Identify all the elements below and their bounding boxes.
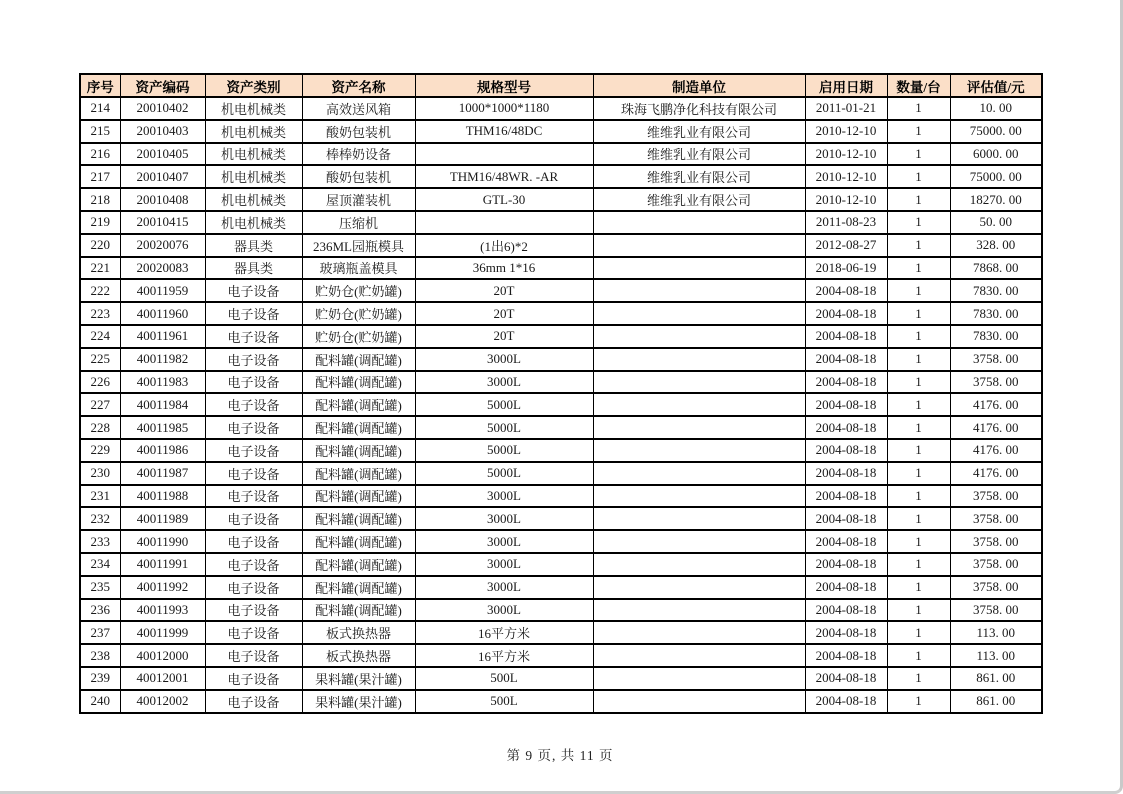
cell-asset-category: 电子设备 [205, 690, 302, 713]
cell-assessed-value: 3758. 00 [950, 507, 1042, 530]
column-header-spec-model: 规格型号 [415, 74, 593, 97]
cell-asset-code: 40011985 [120, 416, 205, 439]
cell-index: 218 [80, 188, 120, 211]
cell-index: 222 [80, 279, 120, 302]
cell-asset-category: 电子设备 [205, 507, 302, 530]
cell-manufacturer [593, 279, 805, 302]
cell-asset-category: 机电机械类 [205, 97, 302, 120]
cell-asset-name: 配料罐(调配罐) [302, 553, 415, 576]
cell-assessed-value: 4176. 00 [950, 439, 1042, 462]
cell-asset-name: 屋顶灌装机 [302, 188, 415, 211]
cell-asset-name: 236ML园瓶模具 [302, 234, 415, 257]
cell-asset-name: 压缩机 [302, 211, 415, 234]
cell-start-date: 2004-08-18 [805, 667, 887, 690]
cell-spec-model: 20T [415, 325, 593, 348]
cell-start-date: 2004-08-18 [805, 371, 887, 394]
cell-asset-code: 40011989 [120, 507, 205, 530]
cell-index: 240 [80, 690, 120, 713]
cell-asset-category: 电子设备 [205, 439, 302, 462]
cell-asset-name: 贮奶仓(贮奶罐) [302, 302, 415, 325]
cell-start-date: 2004-08-18 [805, 690, 887, 713]
cell-quantity: 1 [887, 143, 950, 166]
cell-asset-category: 电子设备 [205, 302, 302, 325]
cell-start-date: 2004-08-18 [805, 576, 887, 599]
cell-manufacturer [593, 393, 805, 416]
table-row [80, 621, 1042, 644]
cell-asset-category: 电子设备 [205, 599, 302, 622]
cell-quantity: 1 [887, 621, 950, 644]
cell-spec-model: THM16/48DC [415, 120, 593, 143]
cell-start-date: 2010-12-10 [805, 165, 887, 188]
cell-manufacturer [593, 325, 805, 348]
cell-assessed-value: 3758. 00 [950, 576, 1042, 599]
cell-asset-category: 电子设备 [205, 325, 302, 348]
column-header-asset-category: 资产类别 [205, 74, 302, 97]
cell-assessed-value: 3758. 00 [950, 485, 1042, 508]
cell-manufacturer: 维维乳业有限公司 [593, 143, 805, 166]
cell-assessed-value: 3758. 00 [950, 599, 1042, 622]
cell-quantity: 1 [887, 348, 950, 371]
cell-asset-code: 20010407 [120, 165, 205, 188]
cell-asset-name: 配料罐(调配罐) [302, 507, 415, 530]
cell-start-date: 2004-08-18 [805, 599, 887, 622]
cell-spec-model: 5000L [415, 462, 593, 485]
column-header-assessed-value: 评估值/元 [950, 74, 1042, 97]
cell-manufacturer [593, 416, 805, 439]
cell-quantity: 1 [887, 599, 950, 622]
cell-spec-model: 3000L [415, 576, 593, 599]
table-row [80, 120, 1042, 143]
cell-asset-category: 电子设备 [205, 621, 302, 644]
cell-assessed-value: 113. 00 [950, 644, 1042, 667]
table-row [80, 599, 1042, 622]
cell-index: 216 [80, 143, 120, 166]
table-row [80, 325, 1042, 348]
cell-asset-category: 机电机械类 [205, 188, 302, 211]
table-row [80, 416, 1042, 439]
cell-start-date: 2004-08-18 [805, 302, 887, 325]
table-row [80, 530, 1042, 553]
cell-quantity: 1 [887, 279, 950, 302]
cell-asset-code: 40011991 [120, 553, 205, 576]
cell-assessed-value: 861. 00 [950, 667, 1042, 690]
cell-asset-code: 40011988 [120, 485, 205, 508]
cell-assessed-value: 7868. 00 [950, 257, 1042, 280]
cell-manufacturer [593, 621, 805, 644]
table-row [80, 576, 1042, 599]
table-body [80, 97, 1042, 713]
table-row [80, 302, 1042, 325]
cell-quantity: 1 [887, 576, 950, 599]
cell-asset-code: 40011959 [120, 279, 205, 302]
cell-quantity: 1 [887, 257, 950, 280]
cell-index: 224 [80, 325, 120, 348]
cell-asset-code: 20010408 [120, 188, 205, 211]
cell-spec-model: 20T [415, 302, 593, 325]
cell-assessed-value: 75000. 00 [950, 120, 1042, 143]
cell-asset-code: 40011983 [120, 371, 205, 394]
cell-manufacturer [593, 599, 805, 622]
cell-index: 237 [80, 621, 120, 644]
cell-asset-name: 配料罐(调配罐) [302, 530, 415, 553]
cell-assessed-value: 18270. 00 [950, 188, 1042, 211]
cell-quantity: 1 [887, 439, 950, 462]
cell-asset-name: 配料罐(调配罐) [302, 439, 415, 462]
cell-start-date: 2004-08-18 [805, 393, 887, 416]
cell-manufacturer [593, 576, 805, 599]
cell-asset-code: 20020083 [120, 257, 205, 280]
cell-manufacturer [593, 462, 805, 485]
cell-start-date: 2018-06-19 [805, 257, 887, 280]
cell-quantity: 1 [887, 211, 950, 234]
cell-asset-name: 高效送风箱 [302, 97, 415, 120]
cell-index: 238 [80, 644, 120, 667]
cell-asset-name: 棒棒奶设备 [302, 143, 415, 166]
cell-assessed-value: 7830. 00 [950, 279, 1042, 302]
cell-quantity: 1 [887, 97, 950, 120]
cell-asset-code: 20020076 [120, 234, 205, 257]
cell-asset-code: 40011984 [120, 393, 205, 416]
table-row [80, 211, 1042, 234]
cell-manufacturer [593, 507, 805, 530]
cell-asset-name: 配料罐(调配罐) [302, 348, 415, 371]
cell-asset-code: 20010405 [120, 143, 205, 166]
cell-asset-name: 玻璃瓶盖模具 [302, 257, 415, 280]
cell-start-date: 2004-08-18 [805, 530, 887, 553]
cell-manufacturer [593, 553, 805, 576]
cell-start-date: 2010-12-10 [805, 120, 887, 143]
cell-asset-code: 40012001 [120, 667, 205, 690]
cell-assessed-value: 3758. 00 [950, 530, 1042, 553]
cell-index: 221 [80, 257, 120, 280]
column-header-quantity: 数量/台 [887, 74, 950, 97]
cell-assessed-value: 861. 00 [950, 690, 1042, 713]
cell-start-date: 2004-08-18 [805, 279, 887, 302]
cell-quantity: 1 [887, 485, 950, 508]
cell-asset-code: 20010403 [120, 120, 205, 143]
cell-manufacturer [593, 690, 805, 713]
cell-asset-category: 器具类 [205, 257, 302, 280]
cell-asset-code: 40011992 [120, 576, 205, 599]
column-header-asset-name: 资产名称 [302, 74, 415, 97]
cell-manufacturer [593, 644, 805, 667]
cell-assessed-value: 3758. 00 [950, 371, 1042, 394]
cell-quantity: 1 [887, 644, 950, 667]
cell-manufacturer [593, 667, 805, 690]
cell-index: 215 [80, 120, 120, 143]
cell-start-date: 2004-08-18 [805, 439, 887, 462]
cell-assessed-value: 4176. 00 [950, 462, 1042, 485]
cell-asset-name: 配料罐(调配罐) [302, 576, 415, 599]
cell-asset-category: 电子设备 [205, 553, 302, 576]
cell-assessed-value: 7830. 00 [950, 325, 1042, 348]
cell-index: 214 [80, 97, 120, 120]
cell-assessed-value: 75000. 00 [950, 165, 1042, 188]
cell-spec-model: 16平方米 [415, 644, 593, 667]
cell-assessed-value: 6000. 00 [950, 143, 1042, 166]
cell-index: 234 [80, 553, 120, 576]
column-header-manufacturer: 制造单位 [593, 74, 805, 97]
cell-spec-model: THM16/48WR. -AR [415, 165, 593, 188]
cell-quantity: 1 [887, 416, 950, 439]
cell-asset-code: 40011990 [120, 530, 205, 553]
cell-index: 227 [80, 393, 120, 416]
column-header-asset-code: 资产编码 [120, 74, 205, 97]
cell-assessed-value: 4176. 00 [950, 416, 1042, 439]
table-row [80, 348, 1042, 371]
cell-spec-model: 3000L [415, 507, 593, 530]
cell-asset-name: 配料罐(调配罐) [302, 462, 415, 485]
cell-index: 219 [80, 211, 120, 234]
cell-assessed-value: 7830. 00 [950, 302, 1042, 325]
cell-spec-model: 1000*1000*1180 [415, 97, 593, 120]
cell-quantity: 1 [887, 188, 950, 211]
table-row [80, 234, 1042, 257]
cell-quantity: 1 [887, 553, 950, 576]
cell-assessed-value: 10. 00 [950, 97, 1042, 120]
cell-asset-code: 40011987 [120, 462, 205, 485]
cell-start-date: 2010-12-10 [805, 188, 887, 211]
cell-spec-model: 16平方米 [415, 621, 593, 644]
cell-assessed-value: 328. 00 [950, 234, 1042, 257]
cell-index: 230 [80, 462, 120, 485]
cell-start-date: 2010-12-10 [805, 143, 887, 166]
cell-index: 235 [80, 576, 120, 599]
cell-spec-model: 3000L [415, 530, 593, 553]
asset-table [79, 73, 1043, 714]
table-row [80, 188, 1042, 211]
cell-asset-code: 40011960 [120, 302, 205, 325]
cell-start-date: 2011-01-21 [805, 97, 887, 120]
cell-quantity: 1 [887, 690, 950, 713]
cell-quantity: 1 [887, 393, 950, 416]
cell-asset-code: 40012002 [120, 690, 205, 713]
cell-assessed-value: 113. 00 [950, 621, 1042, 644]
cell-asset-category: 电子设备 [205, 393, 302, 416]
cell-manufacturer [593, 302, 805, 325]
cell-manufacturer: 维维乳业有限公司 [593, 120, 805, 143]
column-header-index: 序号 [80, 74, 120, 97]
table-row [80, 667, 1042, 690]
cell-asset-code: 40011986 [120, 439, 205, 462]
cell-spec-model [415, 143, 593, 166]
table-row [80, 553, 1042, 576]
cell-spec-model: 3000L [415, 348, 593, 371]
cell-asset-category: 机电机械类 [205, 211, 302, 234]
cell-spec-model: 5000L [415, 416, 593, 439]
page-indicator: 第 9 页, 共 11 页 [506, 748, 614, 763]
table-row [80, 485, 1042, 508]
cell-start-date: 2004-08-18 [805, 416, 887, 439]
cell-manufacturer [593, 348, 805, 371]
cell-quantity: 1 [887, 234, 950, 257]
cell-asset-name: 果料罐(果汁罐) [302, 690, 415, 713]
cell-index: 233 [80, 530, 120, 553]
cell-asset-name: 配料罐(调配罐) [302, 371, 415, 394]
cell-start-date: 2011-08-23 [805, 211, 887, 234]
table-row [80, 257, 1042, 280]
cell-spec-model: 500L [415, 690, 593, 713]
cell-asset-category: 电子设备 [205, 279, 302, 302]
cell-asset-code: 40011982 [120, 348, 205, 371]
cell-asset-category: 机电机械类 [205, 143, 302, 166]
cell-asset-category: 机电机械类 [205, 165, 302, 188]
cell-start-date: 2004-08-18 [805, 553, 887, 576]
cell-asset-code: 40011999 [120, 621, 205, 644]
cell-spec-model: 20T [415, 279, 593, 302]
cell-manufacturer [593, 485, 805, 508]
cell-asset-category: 电子设备 [205, 530, 302, 553]
cell-assessed-value: 3758. 00 [950, 553, 1042, 576]
cell-quantity: 1 [887, 302, 950, 325]
cell-asset-name: 果料罐(果汁罐) [302, 667, 415, 690]
cell-quantity: 1 [887, 165, 950, 188]
cell-assessed-value: 3758. 00 [950, 348, 1042, 371]
cell-index: 217 [80, 165, 120, 188]
cell-start-date: 2004-08-18 [805, 644, 887, 667]
cell-asset-code: 40011993 [120, 599, 205, 622]
cell-asset-code: 20010402 [120, 97, 205, 120]
cell-spec-model: 3000L [415, 553, 593, 576]
cell-start-date: 2004-08-18 [805, 507, 887, 530]
cell-asset-name: 贮奶仓(贮奶罐) [302, 279, 415, 302]
cell-index: 225 [80, 348, 120, 371]
cell-asset-name: 配料罐(调配罐) [302, 416, 415, 439]
table-row [80, 279, 1042, 302]
cell-start-date: 2004-08-18 [805, 348, 887, 371]
cell-quantity: 1 [887, 325, 950, 348]
cell-asset-name: 酸奶包装机 [302, 120, 415, 143]
table-row [80, 439, 1042, 462]
cell-spec-model: (1出6)*2 [415, 234, 593, 257]
cell-index: 220 [80, 234, 120, 257]
cell-index: 223 [80, 302, 120, 325]
cell-asset-category: 器具类 [205, 234, 302, 257]
cell-asset-category: 电子设备 [205, 371, 302, 394]
cell-asset-category: 电子设备 [205, 462, 302, 485]
cell-quantity: 1 [887, 667, 950, 690]
cell-asset-category: 电子设备 [205, 416, 302, 439]
cell-index: 231 [80, 485, 120, 508]
table-row [80, 507, 1042, 530]
cell-quantity: 1 [887, 530, 950, 553]
cell-asset-code: 20010415 [120, 211, 205, 234]
table-row [80, 371, 1042, 394]
cell-start-date: 2004-08-18 [805, 485, 887, 508]
cell-asset-category: 机电机械类 [205, 120, 302, 143]
cell-index: 228 [80, 416, 120, 439]
table-row [80, 143, 1042, 166]
cell-assessed-value: 50. 00 [950, 211, 1042, 234]
cell-index: 226 [80, 371, 120, 394]
cell-spec-model: 5000L [415, 393, 593, 416]
cell-asset-category: 电子设备 [205, 667, 302, 690]
cell-manufacturer: 维维乳业有限公司 [593, 188, 805, 211]
cell-manufacturer [593, 371, 805, 394]
cell-quantity: 1 [887, 120, 950, 143]
cell-spec-model: GTL-30 [415, 188, 593, 211]
cell-quantity: 1 [887, 371, 950, 394]
cell-asset-category: 电子设备 [205, 644, 302, 667]
cell-assessed-value: 4176. 00 [950, 393, 1042, 416]
cell-manufacturer: 维维乳业有限公司 [593, 165, 805, 188]
cell-spec-model: 500L [415, 667, 593, 690]
cell-manufacturer: 珠海飞鹏净化科技有限公司 [593, 97, 805, 120]
cell-asset-code: 40011961 [120, 325, 205, 348]
cell-quantity: 1 [887, 462, 950, 485]
cell-spec-model: 36mm 1*16 [415, 257, 593, 280]
cell-spec-model [415, 211, 593, 234]
table-row [80, 644, 1042, 667]
column-header-start-date: 启用日期 [805, 74, 887, 97]
cell-manufacturer [593, 234, 805, 257]
cell-spec-model: 5000L [415, 439, 593, 462]
cell-index: 239 [80, 667, 120, 690]
cell-asset-name: 板式换热器 [302, 644, 415, 667]
cell-asset-name: 板式换热器 [302, 621, 415, 644]
cell-index: 229 [80, 439, 120, 462]
cell-start-date: 2004-08-18 [805, 621, 887, 644]
cell-asset-category: 电子设备 [205, 485, 302, 508]
cell-asset-name: 酸奶包装机 [302, 165, 415, 188]
cell-asset-name: 配料罐(调配罐) [302, 393, 415, 416]
cell-manufacturer [593, 439, 805, 462]
cell-spec-model: 3000L [415, 599, 593, 622]
table-row [80, 462, 1042, 485]
table-row [80, 97, 1042, 120]
cell-quantity: 1 [887, 507, 950, 530]
cell-manufacturer [593, 211, 805, 234]
cell-asset-name: 贮奶仓(贮奶罐) [302, 325, 415, 348]
cell-manufacturer [593, 257, 805, 280]
cell-start-date: 2004-08-18 [805, 325, 887, 348]
cell-asset-name: 配料罐(调配罐) [302, 485, 415, 508]
cell-asset-name: 配料罐(调配罐) [302, 599, 415, 622]
table-row [80, 690, 1042, 713]
cell-spec-model: 3000L [415, 371, 593, 394]
table-header-row [80, 74, 1042, 97]
cell-index: 236 [80, 599, 120, 622]
table-row [80, 393, 1042, 416]
cell-start-date: 2004-08-18 [805, 462, 887, 485]
cell-manufacturer [593, 530, 805, 553]
cell-asset-category: 电子设备 [205, 348, 302, 371]
cell-asset-category: 电子设备 [205, 576, 302, 599]
cell-asset-code: 40012000 [120, 644, 205, 667]
cell-start-date: 2012-08-27 [805, 234, 887, 257]
cell-index: 232 [80, 507, 120, 530]
cell-spec-model: 3000L [415, 485, 593, 508]
table-row [80, 165, 1042, 188]
